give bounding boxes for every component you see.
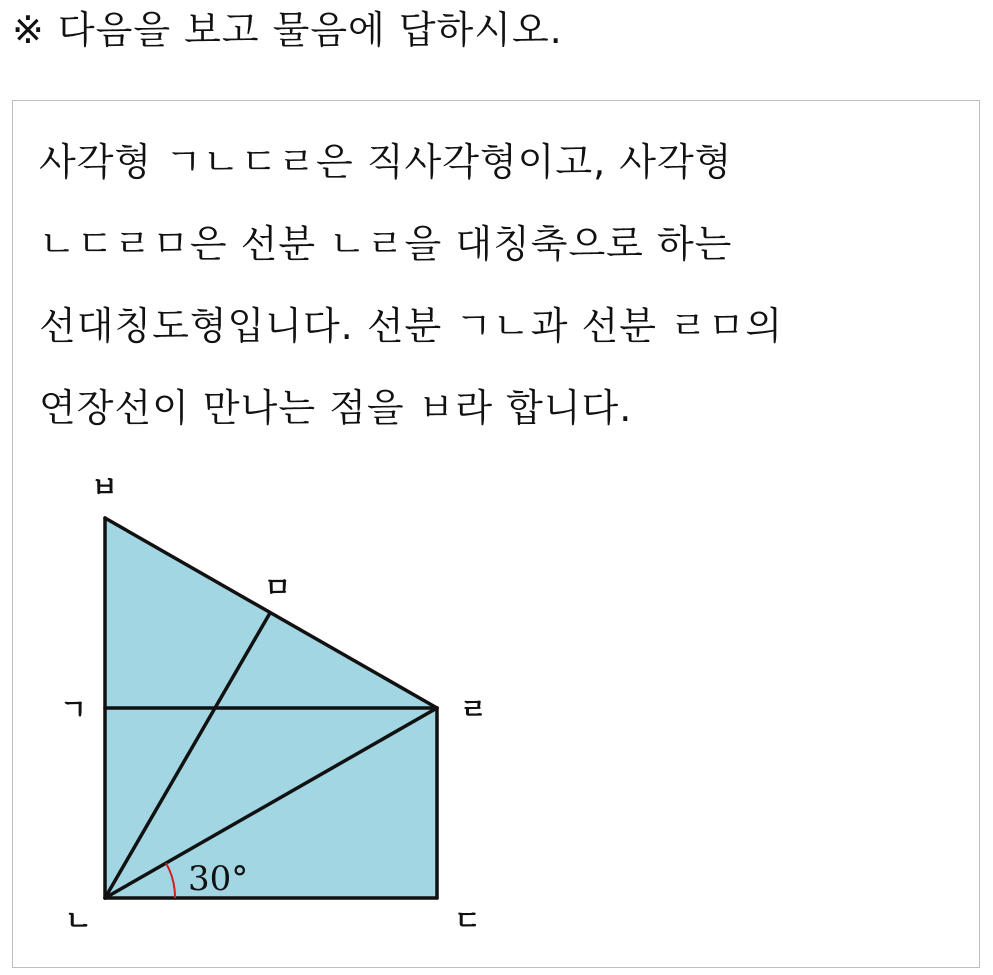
problem-line-3: 선대칭도형입니다. 선분 ㄱㄴ과 선분 ㄹㅁ의: [39, 304, 784, 348]
vertex-label-rieul: ㄹ: [460, 693, 488, 726]
instruction-text: ※ 다음을 보고 물음에 답하시오.: [12, 8, 563, 52]
problem-line-1: 사각형 ㄱㄴㄷㄹ은 직사각형이고, 사각형: [39, 140, 733, 184]
vertex-label-nieun: ㄴ: [65, 904, 93, 937]
problem-line-4: 연장선이 만나는 점을 ㅂ라 합니다.: [39, 386, 633, 430]
vertex-label-digeut: ㄷ: [454, 904, 482, 937]
vertex-label-giyeok: ㄱ: [60, 693, 88, 726]
angle-label: 30°: [188, 859, 249, 899]
vertex-label-bieup: ㅂ: [91, 471, 119, 504]
vertex-label-mieum: ㅁ: [264, 571, 292, 604]
problem-line-2: ㄴㄷㄹㅁ은 선분 ㄴㄹ을 대칭축으로 하는: [39, 222, 733, 266]
